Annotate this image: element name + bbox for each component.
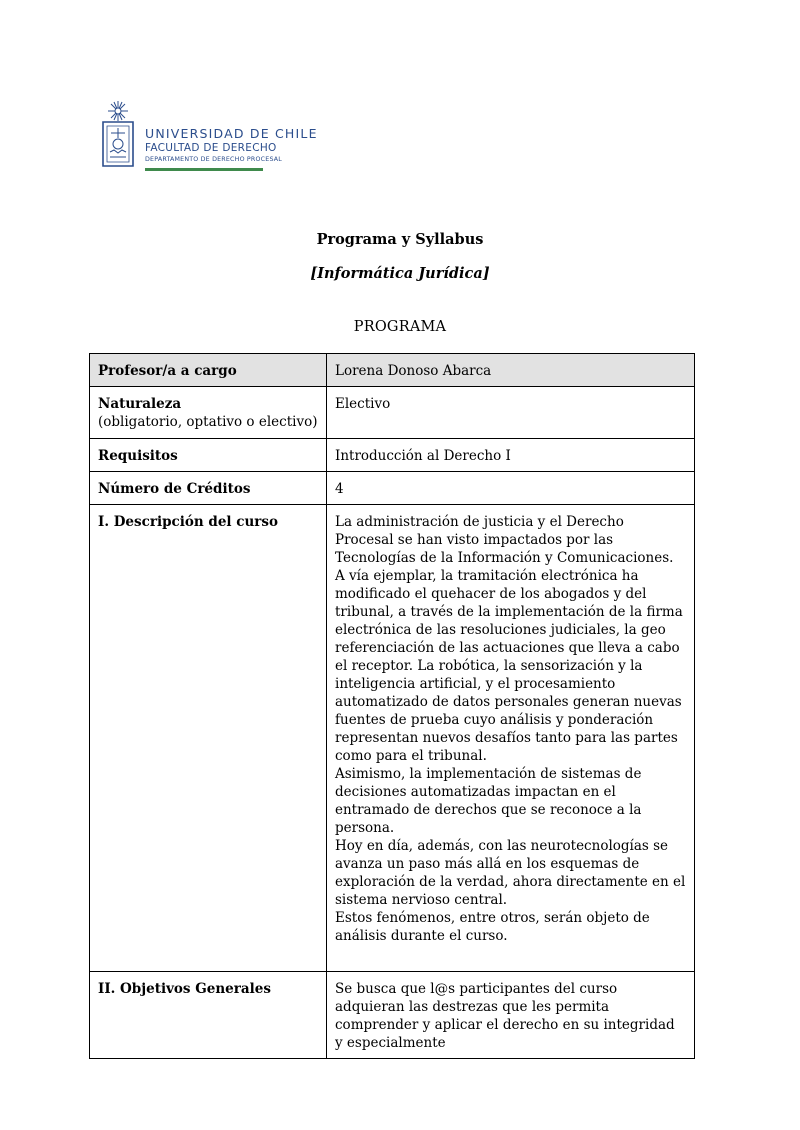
descripcion-paragraph: La administración de justicia y el Derecho Procesal se han visto impactados por las Tecnologías de la Información y Comunicaciones. A vía ejemplar, la tramitación electrónica ha modificado el quehacer de los abogados y del tribunal, a través de la implementación de la firma electrónica de las resoluciones judiciales, la geo referenciación de las actuaciones que lleva a cabo el receptor. La robótica, la sensorización y la inteligencia artificial, y el procesamiento automatizado de datos personales generan nuevas fuentes de prueba cuyo análisis y ponderación representan nuevos desafíos tanto para las partes como para el tribunal.: [335, 514, 683, 764]
descripcion-paragraph: Estos fenómenos, entre otros, serán objeto de análisis durante el curso.: [335, 910, 650, 944]
table-row-naturaleza: [90, 387, 695, 439]
department-name: DEPARTAMENTO DE DERECHO PROCESAL: [145, 156, 282, 163]
naturaleza-label: Naturaleza: [98, 396, 182, 412]
table-row-objetivos: [90, 972, 695, 1059]
descripcion-label: I. Descripción del curso: [98, 514, 278, 530]
label-cell: [90, 354, 327, 387]
profesor-label: Profesor/a a cargo: [98, 363, 237, 379]
university-crest-icon: [100, 100, 136, 172]
logo-underline: [145, 168, 263, 171]
naturaleza-value: Electivo: [335, 396, 391, 412]
profesor-value: Lorena Donoso Abarca: [335, 363, 492, 379]
label-cell: [90, 439, 327, 472]
objetivos-value: Se busca que l@s participantes del curso adquieran las destrezas que les permita comprender y aplicar el derecho en su integridad y especialmente: [335, 981, 675, 1051]
university-name: UNIVERSIDAD DE CHILE: [145, 126, 318, 141]
value-cell: [327, 387, 695, 439]
value-cell: [327, 354, 695, 387]
label-cell: [90, 972, 327, 1059]
requisitos-label: Requisitos: [98, 448, 178, 464]
label-cell: [90, 505, 327, 972]
table-row-creditos: [90, 472, 695, 505]
value-cell: [327, 439, 695, 472]
value-cell: [327, 972, 695, 1059]
value-cell: [327, 472, 695, 505]
section-title: PROGRAMA: [353, 319, 447, 335]
table-row-requisitos: [90, 439, 695, 472]
naturaleza-sublabel: (obligatorio, optativo o electivo): [98, 414, 318, 430]
table-row-profesor: [90, 354, 695, 387]
value-cell: [327, 505, 695, 972]
program-table: [89, 353, 695, 1059]
table-row-descripcion: [90, 505, 695, 972]
descripcion-paragraph: Hoy en día, además, con las neurotecnologías se avanza un paso más allá en los esquemas de exploración de la verdad, ahora directamente en el sistema nervioso central.: [335, 838, 686, 908]
objetivos-label: II. Objetivos Generales: [98, 981, 271, 997]
document-title: Programa y Syllabus: [316, 231, 484, 248]
descripcion-paragraph: Asimismo, la implementación de sistemas de decisiones automatizadas impactan en el entramado de derechos que se reconoce a la persona.: [335, 766, 642, 836]
creditos-label: Número de Créditos: [98, 481, 251, 497]
course-title: [Informática Jurídica]: [310, 265, 490, 282]
university-logo: [100, 100, 318, 175]
label-cell: [90, 387, 327, 439]
faculty-name: FACULTAD DE DERECHO: [145, 142, 277, 154]
creditos-value: 4: [335, 481, 344, 497]
label-cell: [90, 472, 327, 505]
requisitos-value: Introducción al Derecho I: [335, 448, 511, 464]
